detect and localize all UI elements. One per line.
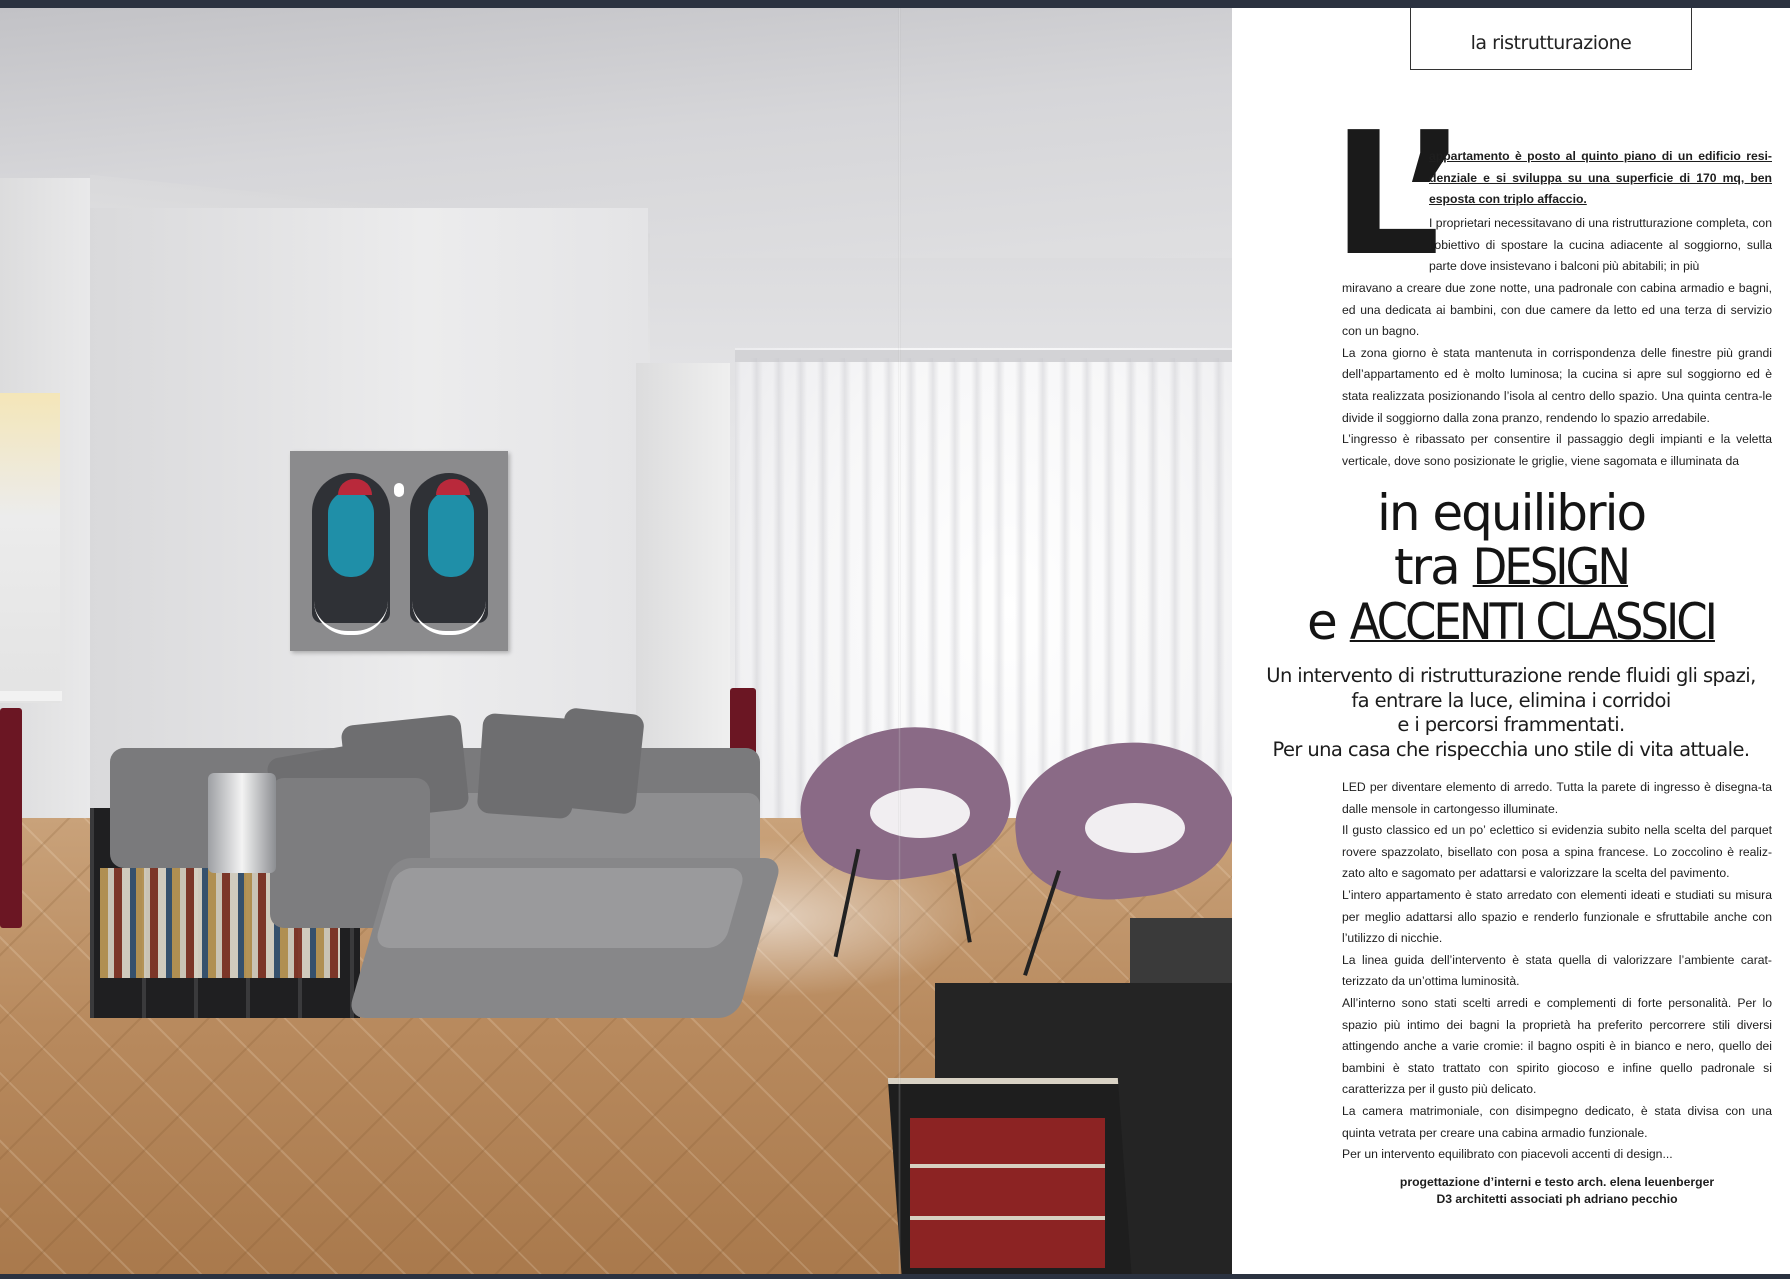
paragraph-text: La linea guida dell’intervento è stata quella di valorizzare l’ambiente carat-terizzato da un’ottima luminosità. bbox=[1342, 952, 1772, 989]
chrome-vase bbox=[208, 773, 276, 873]
chair-opening bbox=[870, 788, 970, 838]
paragraph-text: La camera matrimoniale, con disimpegno dedicato, è stata divisa con una quinta vetrata per creare una cabina armadio funzionale. bbox=[1342, 1103, 1772, 1140]
credit-line: D3 architetti associati ph adriano pecchio bbox=[1436, 1192, 1678, 1206]
drop-cap: L’ bbox=[1332, 96, 1466, 294]
paragraph-text: miravano a creare due zone notte, una padronale con cabina armadio e bagni, ed una dedicata ai bambini, con due camere da letto ed una terza di servizio con un bagno. bbox=[1342, 281, 1772, 339]
niche-shelf bbox=[0, 691, 62, 701]
magazine-spread bbox=[0, 8, 1790, 1274]
headline-emphasis: DESIGN bbox=[1472, 538, 1629, 596]
section-label: la ristrutturazione bbox=[1470, 32, 1632, 54]
chair-opening bbox=[1085, 803, 1185, 853]
section-tab bbox=[1410, 8, 1692, 70]
article-column-bottom bbox=[1342, 777, 1772, 1166]
article-paragraph bbox=[1429, 213, 1772, 278]
paragraph-text: I proprietari necessitavano di una ristrutturazione completa, con l’obiettivo di spostare la cucina adiacente al soggiorno, sulla parte dove insistevano i balconi più abitabili; in più bbox=[1429, 216, 1772, 274]
subheading-line: Per una casa che rispecchia uno stile di vita attuale. bbox=[1272, 737, 1750, 761]
article-column-top bbox=[1342, 278, 1772, 472]
paragraph-text: La zona giorno è stata mantenuta in corrispondenza delle finestre più grandi dell’appartamento ed è molto luminosa; la cucina si apre sul soggiorno ed è stata realizzata posizionando l’isola al centro dello spazio. Una quinta centra-le divide il soggiorno dalla zona pranzo, rendendo lo spazio arredabile. bbox=[1342, 345, 1772, 425]
painting-bulb bbox=[394, 483, 404, 497]
sofa-cushion bbox=[555, 707, 645, 815]
paragraph-text: L’intero appartamento è stato arredato con elementi ideati e studiati su misura per meglio adattarsi allo spazio e renderlo funzionale e sfruttabile anche con l’utilizzo di nicchie. bbox=[1342, 887, 1772, 946]
paragraph-text: L’ingresso è ribassato per consentire il passaggio degli impianti e la veletta verticale, dove sono posizionate le griglie, viene sagomata e illuminata da bbox=[1342, 432, 1772, 468]
paragraph-text: All’interno sono stati scelti arredi e complementi di forte personalità. Per lo spazio più intimo dei bagni la proprietà ha preferito percorrere stili diversi attingendo anche a varie cromie: il bagno ospiti è in bianco e nero, quello dei bambini è stato trattato con spirito giocoso e infine quello padronale si caratterizza per il gusto più delicato. bbox=[1342, 995, 1772, 1097]
painting-face-right bbox=[428, 491, 474, 577]
headline-line-1: in equilibrio bbox=[1376, 484, 1646, 542]
headline-line-2 bbox=[1232, 540, 1790, 594]
article-page bbox=[1232, 8, 1790, 1274]
headline-word: tra bbox=[1393, 538, 1473, 596]
article-lead: appartamento è posto al quinto piano di un edificio resi-denziale e si sviluppa su una superficie di 170 mq, ben esposta con triplo affaccio. bbox=[1429, 149, 1772, 207]
painting-collar-left bbox=[314, 601, 388, 635]
painting-face-left bbox=[328, 491, 374, 577]
subheading-line: Un intervento di ristrutturazione rende fluidi gli spazi, bbox=[1266, 664, 1756, 687]
page-gutter bbox=[898, 8, 901, 1274]
article-headline bbox=[1232, 486, 1790, 650]
record-cover bbox=[910, 1118, 1105, 1268]
article-credits bbox=[1342, 1174, 1772, 1208]
article-subheading bbox=[1232, 664, 1790, 762]
lit-niche bbox=[0, 393, 60, 703]
subheading-line: fa entrare la luce, elimina i corridoi bbox=[1351, 688, 1671, 712]
headline-emphasis: ACCENTI CLASSICI bbox=[1349, 593, 1715, 651]
paragraph-text: Il gusto classico ed un po’ eclettico si evidenzia subito nella scelta del parquet rovere spazzolato, bisellato con posa a spina francese. Lo zoccolino è realiz-zato alto e sagomato per adattarsi e valorizzare la scelta del pavimento. bbox=[1342, 823, 1772, 881]
paragraph-text: LED per diventare elemento di arredo. Tutta la parete di ingresso è disegna-ta dalle mensole in cartongesso illuminate. bbox=[1342, 780, 1772, 816]
living-room-photo bbox=[0, 8, 1232, 1274]
headline-word: e bbox=[1307, 593, 1350, 651]
headline-line-3 bbox=[1232, 594, 1790, 650]
subheading-line: e i percorsi frammentati. bbox=[1397, 713, 1625, 736]
side-cabinet bbox=[1130, 918, 1232, 988]
wall-painting bbox=[290, 451, 508, 651]
paragraph-text: Per un intervento equilibrato con piacevoli accenti di design... bbox=[1342, 1147, 1673, 1162]
speaker-left bbox=[0, 708, 22, 928]
credit-line: progettazione d’interni e testo arch. elena leuenberger bbox=[1399, 1175, 1715, 1189]
painting-collar-right bbox=[412, 601, 486, 635]
sofa-chaise-cushion bbox=[374, 868, 747, 948]
